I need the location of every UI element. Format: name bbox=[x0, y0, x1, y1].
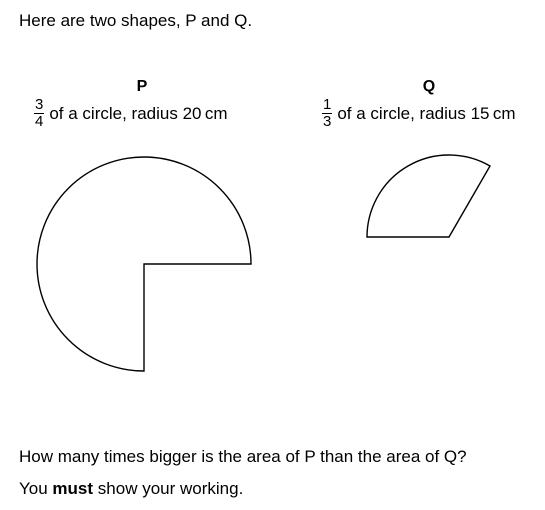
question-line-1: How many times bigger is the area of P than the area of Q? bbox=[19, 447, 467, 466]
shape-q-caption-text: of a circle, radius 15 cm bbox=[337, 103, 516, 123]
shape-p-fraction-numerator: 3 bbox=[35, 96, 44, 113]
shape-p-caption-text: of a circle, radius 20 cm bbox=[49, 103, 228, 123]
question-line-2 bbox=[19, 473, 467, 505]
shape-p-fraction-denominator: 4 bbox=[35, 113, 44, 130]
intro-text: Here are two shapes, P and Q. bbox=[19, 11, 253, 30]
question-line-2-bold: must bbox=[52, 479, 94, 498]
shape-q-label: Q bbox=[422, 78, 436, 95]
shape-p-three-quarter-circle bbox=[37, 157, 251, 371]
shape-q-fraction-denominator: 3 bbox=[323, 113, 332, 130]
shape-q-fraction-numerator: 1 bbox=[323, 96, 332, 113]
question-line-2-start: You bbox=[19, 479, 48, 498]
shape-p-label: P bbox=[136, 78, 148, 95]
question-block bbox=[19, 441, 467, 505]
question-line-2-end: show your working. bbox=[97, 479, 244, 498]
shape-q-one-third-sector bbox=[367, 155, 490, 237]
